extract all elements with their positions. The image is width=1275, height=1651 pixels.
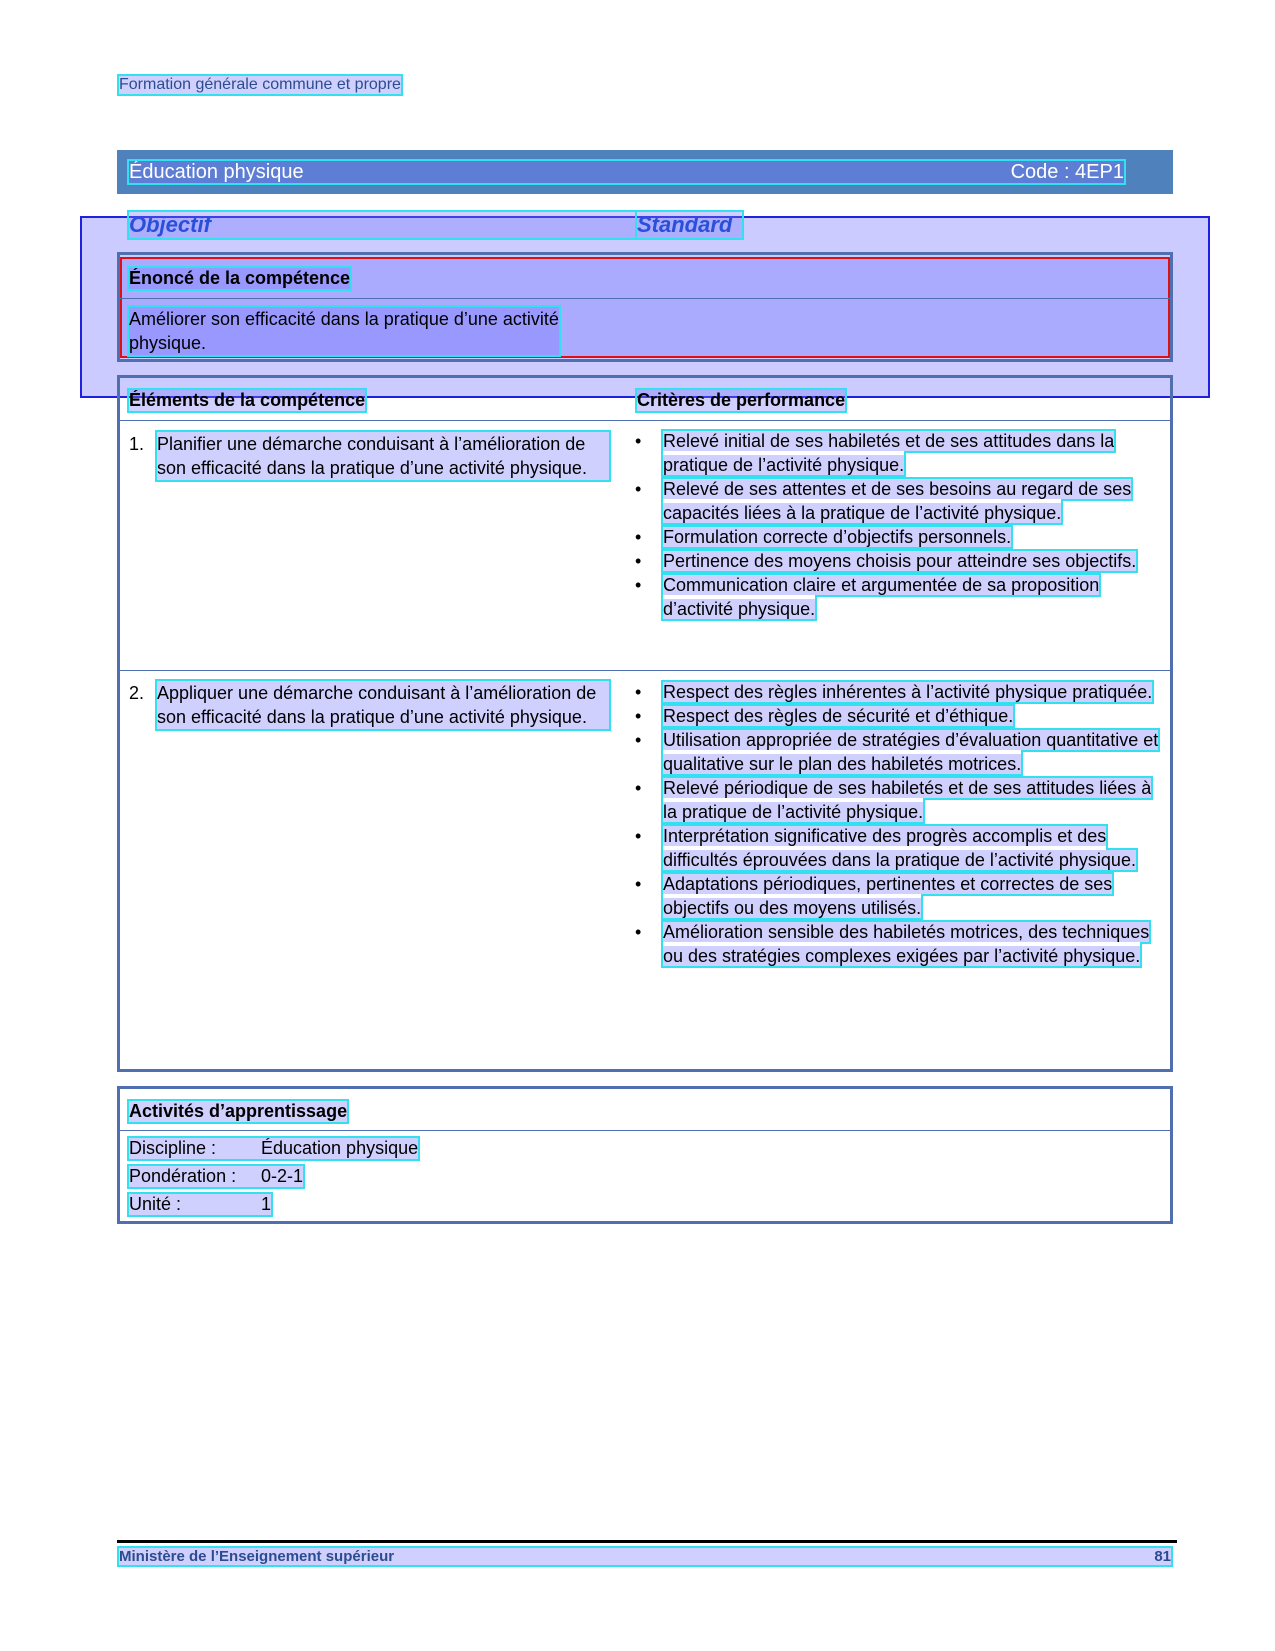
col-elements-header: Éléments de la compétence — [129, 390, 366, 410]
element-1 — [129, 432, 609, 480]
bullet-icon: • — [635, 730, 642, 750]
criterion-item: • Adaptations périodiques, pertinentes et correctes de ses objectifs ou des moyens utilisés. — [635, 874, 1113, 918]
bullet-icon: • — [635, 706, 642, 726]
course-name: Éducation physique — [129, 160, 304, 183]
bullet-icon: • — [635, 551, 642, 571]
activite-row-ponderation: Pondération : 0-2-1 — [129, 1166, 304, 1186]
element-number: 1. — [129, 434, 145, 454]
divider — [120, 670, 1170, 671]
bullet-icon: • — [635, 527, 642, 547]
criterion-item: • Amélioration sensible des habiletés motrices, des techniques ou des stratégies complexes exigées par l’activité physique. — [635, 922, 1150, 966]
course-code: Code : 4EP1 — [1010, 160, 1124, 183]
bullet-icon: • — [635, 922, 642, 942]
criterion-item: • Interprétation significative des progrès accomplis et des difficultés éprouvées dans la pratique de l’activité physique. — [635, 826, 1136, 870]
criterion-item: • Respect des règles inhérentes à l’activité physique pratiquée. — [635, 682, 1153, 702]
criterion-item: • Formulation correcte d’objectifs personnels. — [635, 527, 1012, 547]
page-footer — [119, 1548, 1171, 1565]
enonce-title: Énoncé de la compétence — [129, 268, 351, 288]
activite-row-unite: Unité : 1 — [129, 1194, 272, 1214]
course-title-bar — [117, 150, 1173, 194]
objectif-label: Objectif — [129, 212, 635, 238]
enonce-text: Améliorer son efficacité dans la pratique d’une activité physique. — [129, 309, 559, 353]
col-criteres-header: Critères de performance — [637, 390, 846, 410]
program-header: Formation générale commune et propre — [119, 76, 401, 93]
bullet-icon: • — [635, 575, 642, 595]
standard-label: Standard — [637, 212, 742, 238]
page-number: 81 — [1154, 1548, 1171, 1565]
footer-ministry: Ministère de l’Enseignement supérieur — [119, 1548, 395, 1565]
criterion-item: • Relevé initial de ses habiletés et de ses attitudes dans la pratique de l’activité physique. — [635, 431, 1115, 475]
bullet-icon: • — [635, 479, 642, 499]
bullet-icon: • — [635, 431, 642, 451]
criteria-list-2 — [635, 680, 1160, 968]
criterion-item: • Utilisation appropriée de stratégies d’évaluation quantitative et qualitative sur le plan des habiletés motrices. — [635, 730, 1159, 774]
divider — [120, 420, 1170, 421]
bullet-icon: • — [635, 682, 642, 702]
divider — [120, 1130, 1170, 1131]
activites-title: Activités d’apprentissage — [129, 1101, 348, 1121]
element-number: 2. — [129, 683, 145, 703]
criterion-item: • Relevé de ses attentes et de ses besoins au regard de ses capacités liées à la pratique de l’activité physique. — [635, 479, 1132, 523]
criterion-item: • Communication claire et argumentée de sa proposition d’activité physique. — [635, 575, 1100, 619]
element-text: Appliquer une démarche conduisant à l’amélioration de son efficacité dans la pratique d’une activité physique. — [157, 681, 609, 729]
criterion-item: • Respect des règles de sécurité et d’éthique. — [635, 706, 1014, 726]
footer-rule — [117, 1540, 1177, 1543]
element-2 — [129, 681, 609, 729]
element-text: Planifier une démarche conduisant à l’amélioration de son efficacité dans la pratique d’une activité physique. — [157, 432, 609, 480]
criterion-item: • Relevé périodique de ses habiletés et de ses attitudes liées à la pratique de l’activité physique. — [635, 778, 1152, 822]
bullet-icon: • — [635, 874, 642, 894]
bullet-icon: • — [635, 778, 642, 798]
activite-row-discipline: Discipline : Éducation physique — [129, 1138, 419, 1158]
divider — [120, 298, 1170, 299]
bullet-icon: • — [635, 826, 642, 846]
criteria-list-1 — [635, 429, 1160, 621]
criterion-item: • Pertinence des moyens choisis pour atteindre ses objectifs. — [635, 551, 1137, 571]
